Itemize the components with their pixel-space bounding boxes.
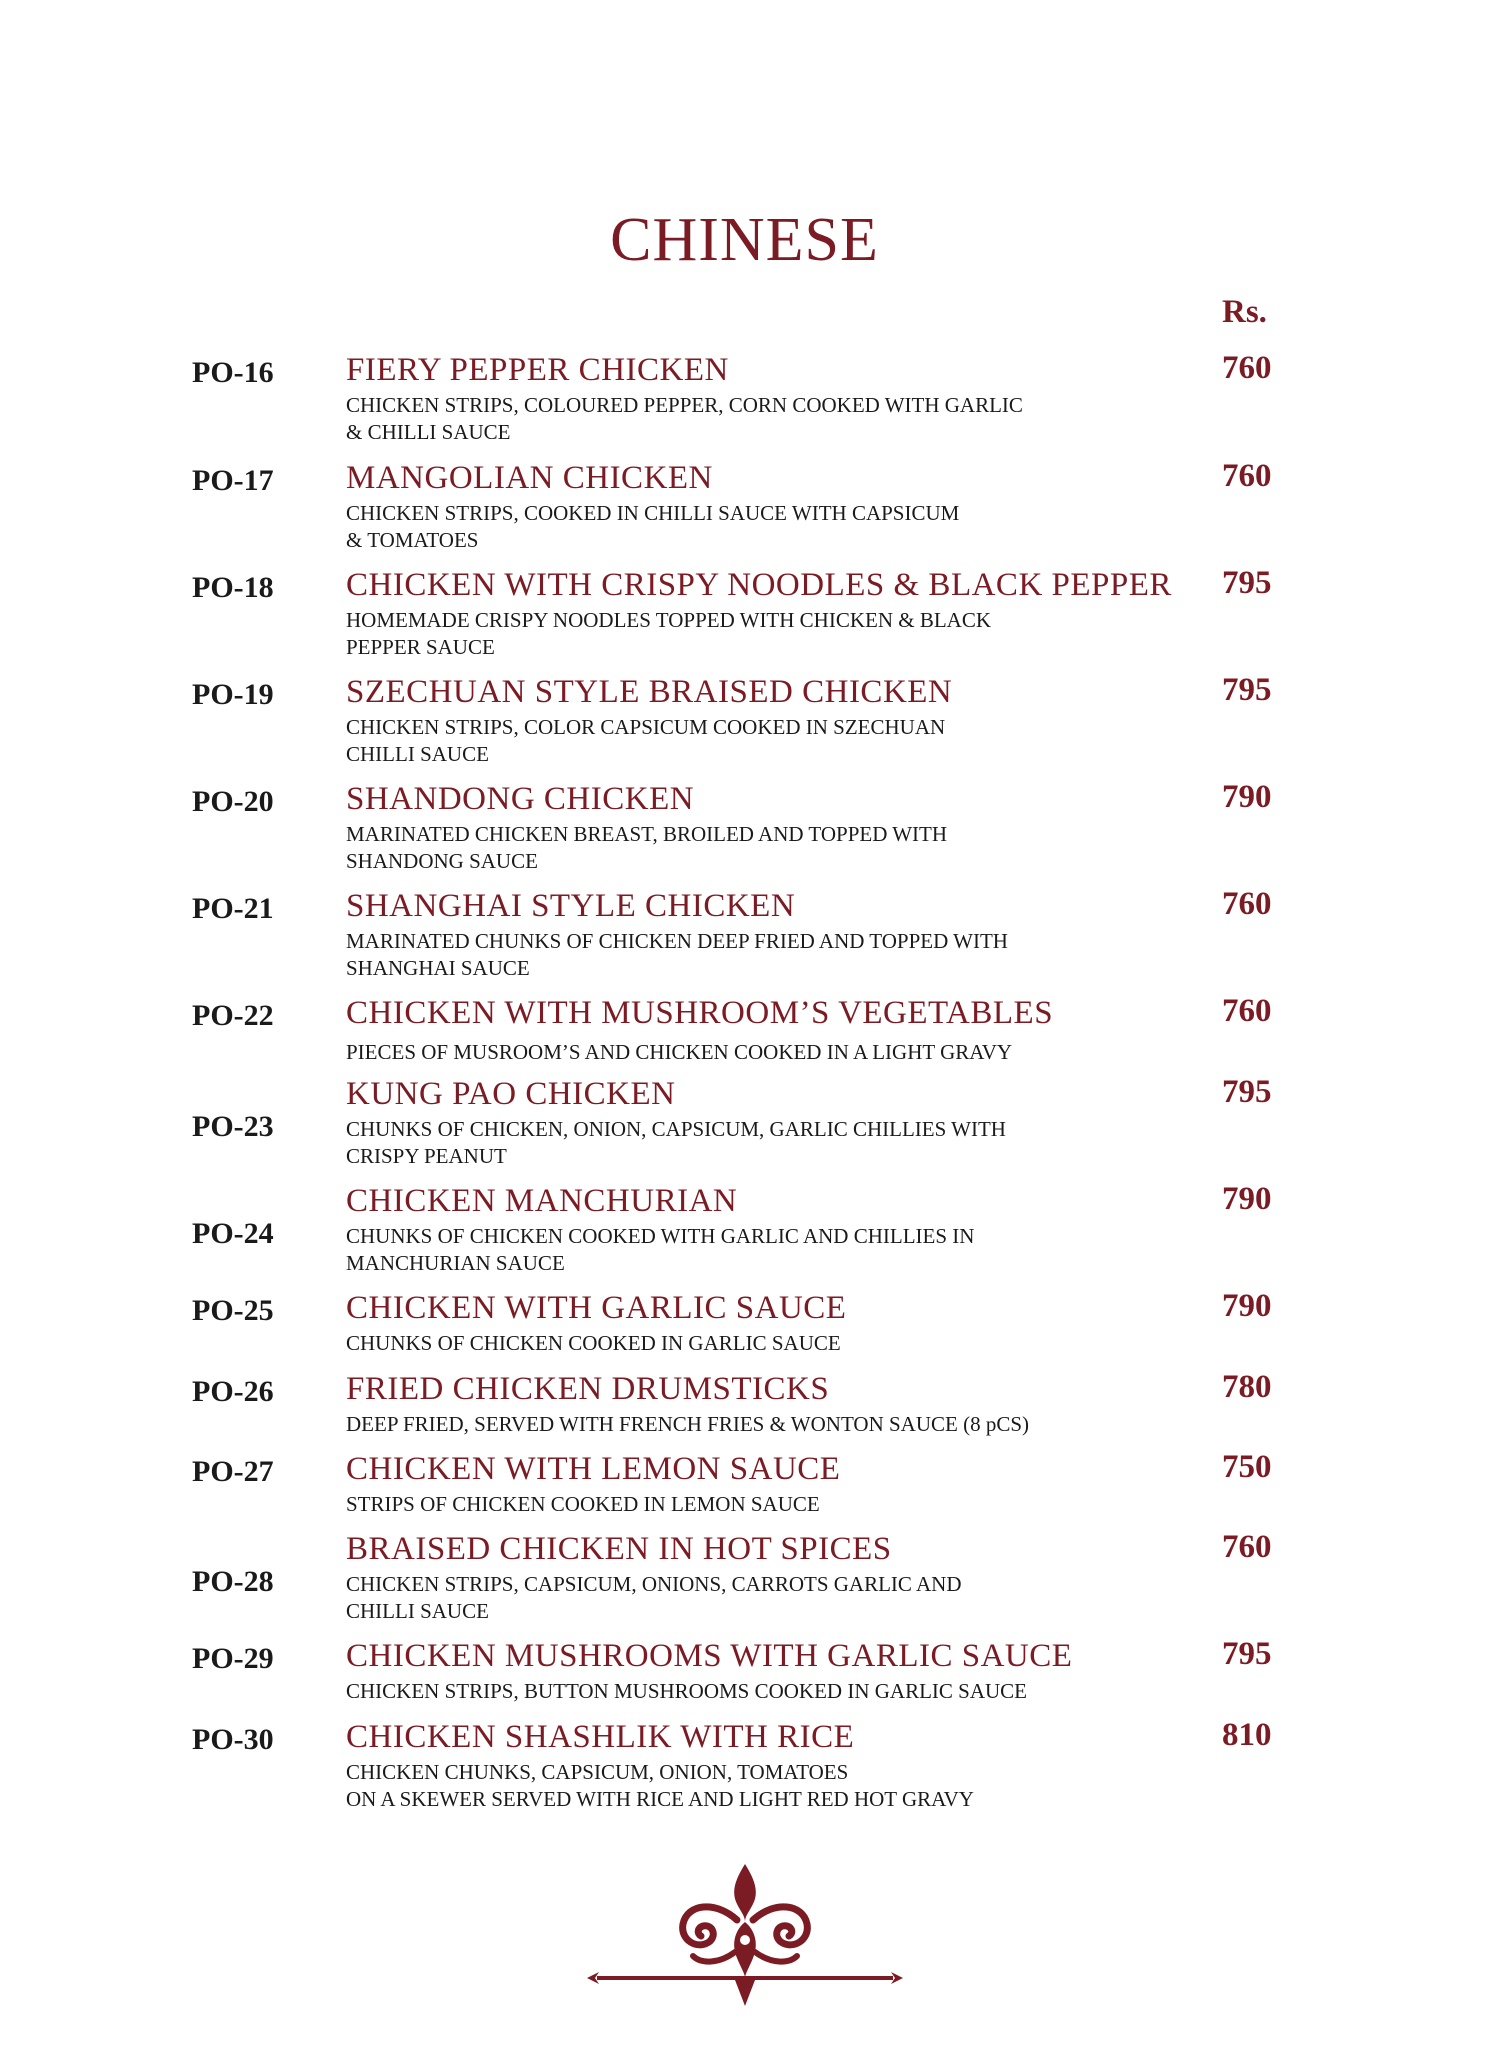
item-name: CHICKEN WITH GARLIC SAUCE: [346, 1290, 847, 1326]
page-title: CHINESE: [610, 206, 879, 274]
item-code: PO-30: [192, 1723, 274, 1756]
item-name: SHANGHAI STYLE CHICKEN: [346, 888, 796, 924]
item-code: PO-21: [192, 892, 274, 925]
item-description: CHUNKS OF CHICKEN COOKED WITH GARLIC AND CHILLIES IN MANCHURIAN SAUCE: [346, 1224, 975, 1275]
currency-label: Rs.: [1222, 294, 1267, 330]
item-name: CHICKEN MANCHURIAN: [346, 1183, 738, 1219]
item-code: PO-16: [192, 356, 274, 389]
item-description: DEEP FRIED, SERVED WITH FRENCH FRIES & WONTON SAUCE (8 pCS): [346, 1412, 1030, 1436]
item-code: PO-22: [192, 999, 274, 1032]
item-code: PO-29: [192, 1642, 274, 1675]
item-description: CHICKEN STRIPS, CAPSICUM, ONIONS, CARROTS GARLIC AND CHILLI SAUCE: [346, 1572, 962, 1623]
item-description: STRIPS OF CHICKEN COOKED IN LEMON SAUCE: [346, 1492, 820, 1516]
item-description: CHICKEN CHUNKS, CAPSICUM, ONION, TOMATOES ON A SKEWER SERVED WITH RICE AND LIGHT RED HOT GRAVY: [346, 1760, 974, 1811]
item-price: 795: [1222, 672, 1272, 708]
ornament-icon: [585, 1860, 905, 2010]
item-price: 760: [1222, 993, 1272, 1029]
item-name: CHICKEN SHASHLIK WITH RICE: [346, 1719, 855, 1755]
item-description: CHUNKS OF CHICKEN COOKED IN GARLIC SAUCE: [346, 1331, 841, 1355]
item-code: PO-18: [192, 571, 274, 604]
item-price: 810: [1222, 1717, 1272, 1753]
item-price: 795: [1222, 1074, 1272, 1110]
item-price: 750: [1222, 1449, 1272, 1485]
item-name: FRIED CHICKEN DRUMSTICKS: [346, 1371, 830, 1407]
item-code: PO-19: [192, 678, 274, 711]
item-price: 795: [1222, 1636, 1272, 1672]
item-description: CHICKEN STRIPS, BUTTON MUSHROOMS COOKED IN GARLIC SAUCE: [346, 1679, 1028, 1703]
item-name: CHICKEN MUSHROOMS WITH GARLIC SAUCE: [346, 1638, 1073, 1674]
item-price: 760: [1222, 886, 1272, 922]
item-code: PO-26: [192, 1375, 274, 1408]
item-price: 760: [1222, 1529, 1272, 1565]
item-description: PIECES OF MUSROOM’S AND CHICKEN COOKED IN A LIGHT GRAVY: [346, 1040, 1013, 1064]
item-name: KUNG PAO CHICKEN: [346, 1076, 676, 1112]
item-name: SZECHUAN STYLE BRAISED CHICKEN: [346, 674, 953, 710]
item-price: 760: [1222, 350, 1272, 386]
item-name: CHICKEN WITH CRISPY NOODLES & BLACK PEPPER: [346, 567, 1172, 603]
item-code: PO-28: [192, 1565, 274, 1598]
item-code: PO-25: [192, 1294, 274, 1327]
item-name: MANGOLIAN CHICKEN: [346, 460, 713, 496]
item-code: PO-23: [192, 1110, 274, 1143]
item-description: CHICKEN STRIPS, COLOR CAPSICUM COOKED IN SZECHUAN CHILLI SAUCE: [346, 715, 946, 766]
item-name: SHANDONG CHICKEN: [346, 781, 695, 817]
item-name: CHICKEN WITH LEMON SAUCE: [346, 1451, 841, 1487]
item-code: PO-17: [192, 464, 274, 497]
item-code: PO-27: [192, 1455, 274, 1488]
item-description: CHICKEN STRIPS, COOKED IN CHILLI SAUCE WITH CAPSICUM & TOMATOES: [346, 501, 960, 552]
item-name: BRAISED CHICKEN IN HOT SPICES: [346, 1531, 892, 1567]
item-description: CHICKEN STRIPS, COLOURED PEPPER, CORN COOKED WITH GARLIC & CHILLI SAUCE: [346, 393, 1023, 444]
item-name: FIERY PEPPER CHICKEN: [346, 352, 729, 388]
item-description: MARINATED CHICKEN BREAST, BROILED AND TOPPED WITH SHANDONG SAUCE: [346, 822, 948, 873]
item-price: 780: [1222, 1369, 1272, 1405]
item-code: PO-24: [192, 1217, 274, 1250]
item-description: HOMEMADE CRISPY NOODLES TOPPED WITH CHICKEN & BLACK PEPPER SAUCE: [346, 608, 992, 659]
item-price: 790: [1222, 1288, 1272, 1324]
item-price: 795: [1222, 565, 1272, 601]
item-name: CHICKEN WITH MUSHROOM’S VEGETABLES: [346, 995, 1054, 1031]
item-price: 790: [1222, 1181, 1272, 1217]
item-description: CHUNKS OF CHICKEN, ONION, CAPSICUM, GARLIC CHILLIES WITH CRISPY PEANUT: [346, 1117, 1006, 1168]
item-description: MARINATED CHUNKS OF CHICKEN DEEP FRIED AND TOPPED WITH SHANGHAI SAUCE: [346, 929, 1008, 980]
item-code: PO-20: [192, 785, 274, 818]
item-price: 760: [1222, 458, 1272, 494]
item-price: 790: [1222, 779, 1272, 815]
